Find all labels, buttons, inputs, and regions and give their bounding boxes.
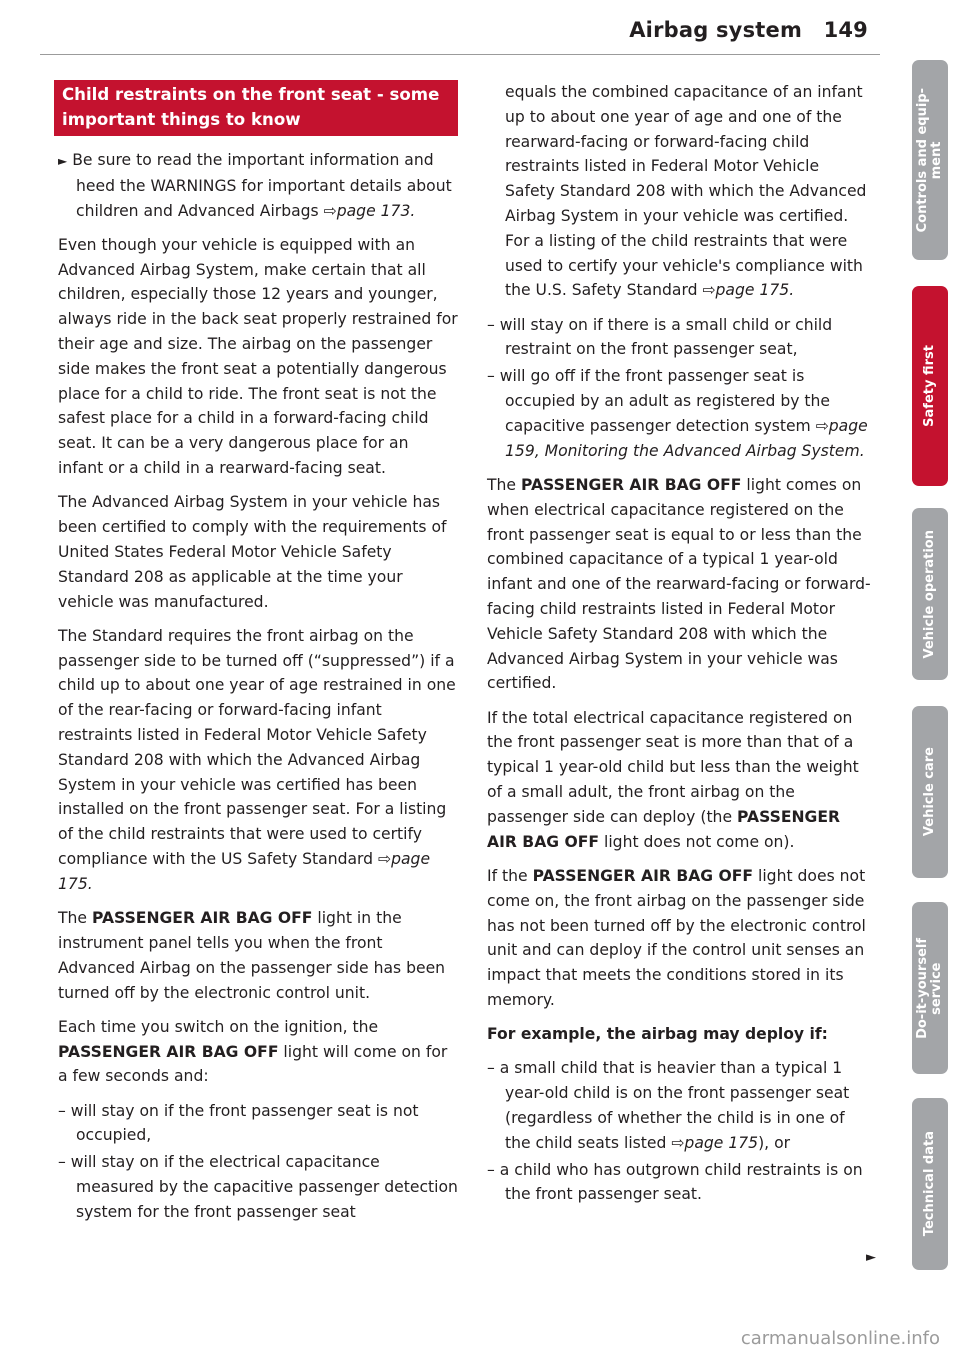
continued-item-text: equals the combined capacitance of an infant up to about one year of age and one of the rearward-facing or forward-facing child restraints listed in Federal Motor Vehicle Safety Standard 208 with which the Advanced Airbag System in your vehicle was certified. For a listing of the child restraints that were used to certify your vehicle's compliance with the U.S. Safety Standard <box>505 83 867 300</box>
paragraph-8 <box>487 864 872 1013</box>
note-text: Be sure to read the important information and heed the WARNINGS for important details about children and Advanced Airbags <box>72 151 452 220</box>
child-seats-page-ref[interactable]: ⇨page 175 <box>671 1133 759 1152</box>
paragraph-4-text-a: The <box>58 909 92 928</box>
tab-vehicle-operation[interactable] <box>912 508 948 680</box>
example-subheading: For example, the airbag may deploy if: <box>487 1025 828 1044</box>
header-rule <box>40 54 880 55</box>
list-item-text: will go off if the front passenger seat is occupied by an adult as registered by the capacitive passenger detection system <box>499 367 831 435</box>
continued-item-page-ref[interactable]: ⇨page 175. <box>702 281 795 300</box>
paragraph-4-bold: PASSENGER AIR BAG OFF <box>91 909 313 928</box>
paragraph-7-text-a: If the total electrical capacitance registered on the front passenger seat is more than that of a typical 1 year-old child but less than the weight of a small adult, the front airbag on the passenger side can deploy (the <box>487 708 859 826</box>
paragraph-1: Even though your vehicle is equipped with an Advanced Airbag System, make certain that all children, especially those 12 years and younger, always ride in the back seat properly restrained for their age and size. The airbag on the passenger side makes the front seat a potentially dangerous place for a child to ride. The front seat is not the safest place for a child in a forward-facing child seat. It can be a very dangerous place for an infant or a child in a rearward-facing seat. <box>58 235 458 478</box>
paragraph-4 <box>58 906 458 1005</box>
list-item-end: ), or <box>758 1133 791 1152</box>
tab-label: Vehicle operation <box>922 529 937 659</box>
running-header <box>629 18 868 42</box>
note-page-ref[interactable]: ⇨page 173. <box>323 201 416 220</box>
paragraph-7-bold: PASSENGER AIR BAG OFF <box>487 807 840 851</box>
tab-label: Safety first <box>922 345 937 427</box>
conditions-list <box>58 1099 458 1225</box>
paragraph-5 <box>58 1015 458 1089</box>
footer-watermark: carmanualsonline.info <box>740 1328 940 1349</box>
conditions-list-continued <box>487 313 872 464</box>
paragraph-8-bold: PASSENGER AIR BAG OFF <box>532 866 754 885</box>
continue-arrow-icon: ► <box>866 1250 876 1265</box>
page-number: 149 <box>823 18 868 42</box>
list-item: – will stay on if the front passenger seat is not occupied, <box>58 1099 458 1149</box>
paragraph-6 <box>487 473 872 696</box>
tab-label: Do-it-yourself service <box>915 937 944 1039</box>
paragraph-6-bold: PASSENGER AIR BAG OFF <box>520 475 742 494</box>
paragraph-4-text-b: light in the instrument panel tells you when the front Advanced Airbag on the passenger side has been turned off by the electronic control unit. <box>58 909 446 1002</box>
paragraph-8-text-a: If the <box>487 866 533 885</box>
section-title: Child restraints on the front seat - some important things to know <box>54 80 458 136</box>
note-paragraph <box>58 148 458 223</box>
right-column <box>487 80 872 1217</box>
example-list <box>487 1056 872 1207</box>
continued-item <box>487 80 872 303</box>
tab-technical-data[interactable] <box>912 1098 948 1270</box>
left-column <box>58 80 458 1234</box>
list-item <box>487 364 872 463</box>
paragraph-3 <box>58 624 458 897</box>
paragraph-5-text-b: light will come on for a few seconds and: <box>58 1042 448 1086</box>
paragraph-7-text-b: light does not come on). <box>599 832 795 851</box>
tab-label: Technical data <box>922 1131 937 1237</box>
paragraph-7 <box>487 706 872 855</box>
paragraph-6-text-b: light comes on when electrical capacitance registered on the front passenger seat is equal to or less than the combined capacitance of a typical 1 year-old infant and one of the rearward-facing or forward-facing child restraints listed in Federal Motor Vehicle Safety Standard 208 with which the Advanced Airbag System in your vehicle was certified. <box>487 475 871 693</box>
list-item <box>487 1056 872 1155</box>
paragraph-3-text: The Standard requires the front airbag on the passenger side to be turned off (“suppressed”) if a child up to about one year of age restrained in one of the rear-facing or forward-facing infant restraints listed in Federal Motor Vehicle Safety Standard 208 with which the Advanced Airbag System in your vehicle was certified has been installed on the front passenger seat. For a listing of the child restraints that were used to certify compliance with the US Safety Standard <box>58 626 456 869</box>
tab-safety-first[interactable] <box>912 286 948 486</box>
paragraph-5-bold: PASSENGER AIR BAG OFF <box>58 1042 279 1061</box>
tab-label: Controls and equip- ment <box>915 87 944 233</box>
tab-controls-and-equipment[interactable] <box>912 60 948 260</box>
paragraph-8-text-b: light does not come on, the front airbag on the passenger side has not been turned off by the electronic control unit and can deploy if the control unit senses an impact that meets the conditions stored in its memory. <box>487 866 866 1009</box>
list-item: – will stay on if the electrical capacitance measured by the capacitive passenger detection system for the front passenger seat <box>58 1150 458 1224</box>
tab-label: Vehicle care <box>922 747 937 837</box>
paragraph-6-text-a: The <box>487 475 521 494</box>
list-item: – a child who has outgrown child restraints is on the front passenger seat. <box>487 1158 872 1208</box>
tab-vehicle-care[interactable] <box>912 706 948 878</box>
paragraph-5-text-a: Each time you switch on the ignition, the <box>58 1017 379 1036</box>
triangle-right-icon: ► <box>58 154 68 168</box>
list-item: – will stay on if there is a small child or child restraint on the front passenger seat, <box>487 313 872 363</box>
list-item-text: a small child that is heavier than a typical 1 year-old child is on the front passenger seat (regardless of whether the child is in one of the child seats listed <box>499 1059 850 1152</box>
header-section-title: Airbag system <box>629 18 803 42</box>
paragraph-3-page-ref[interactable]: ⇨page 175. <box>58 850 431 893</box>
monitoring-page-ref[interactable]: ⇨page 159, Monitoring the Advanced Airbag System. <box>505 416 868 460</box>
paragraph-2: The Advanced Airbag System in your vehicle has been certified to comply with the requirements of United States Federal Motor Vehicle Safety Standard 208 as applicable at the time your vehicle was manufactured. <box>58 493 447 611</box>
tab-do-it-yourself-service[interactable] <box>912 902 948 1074</box>
